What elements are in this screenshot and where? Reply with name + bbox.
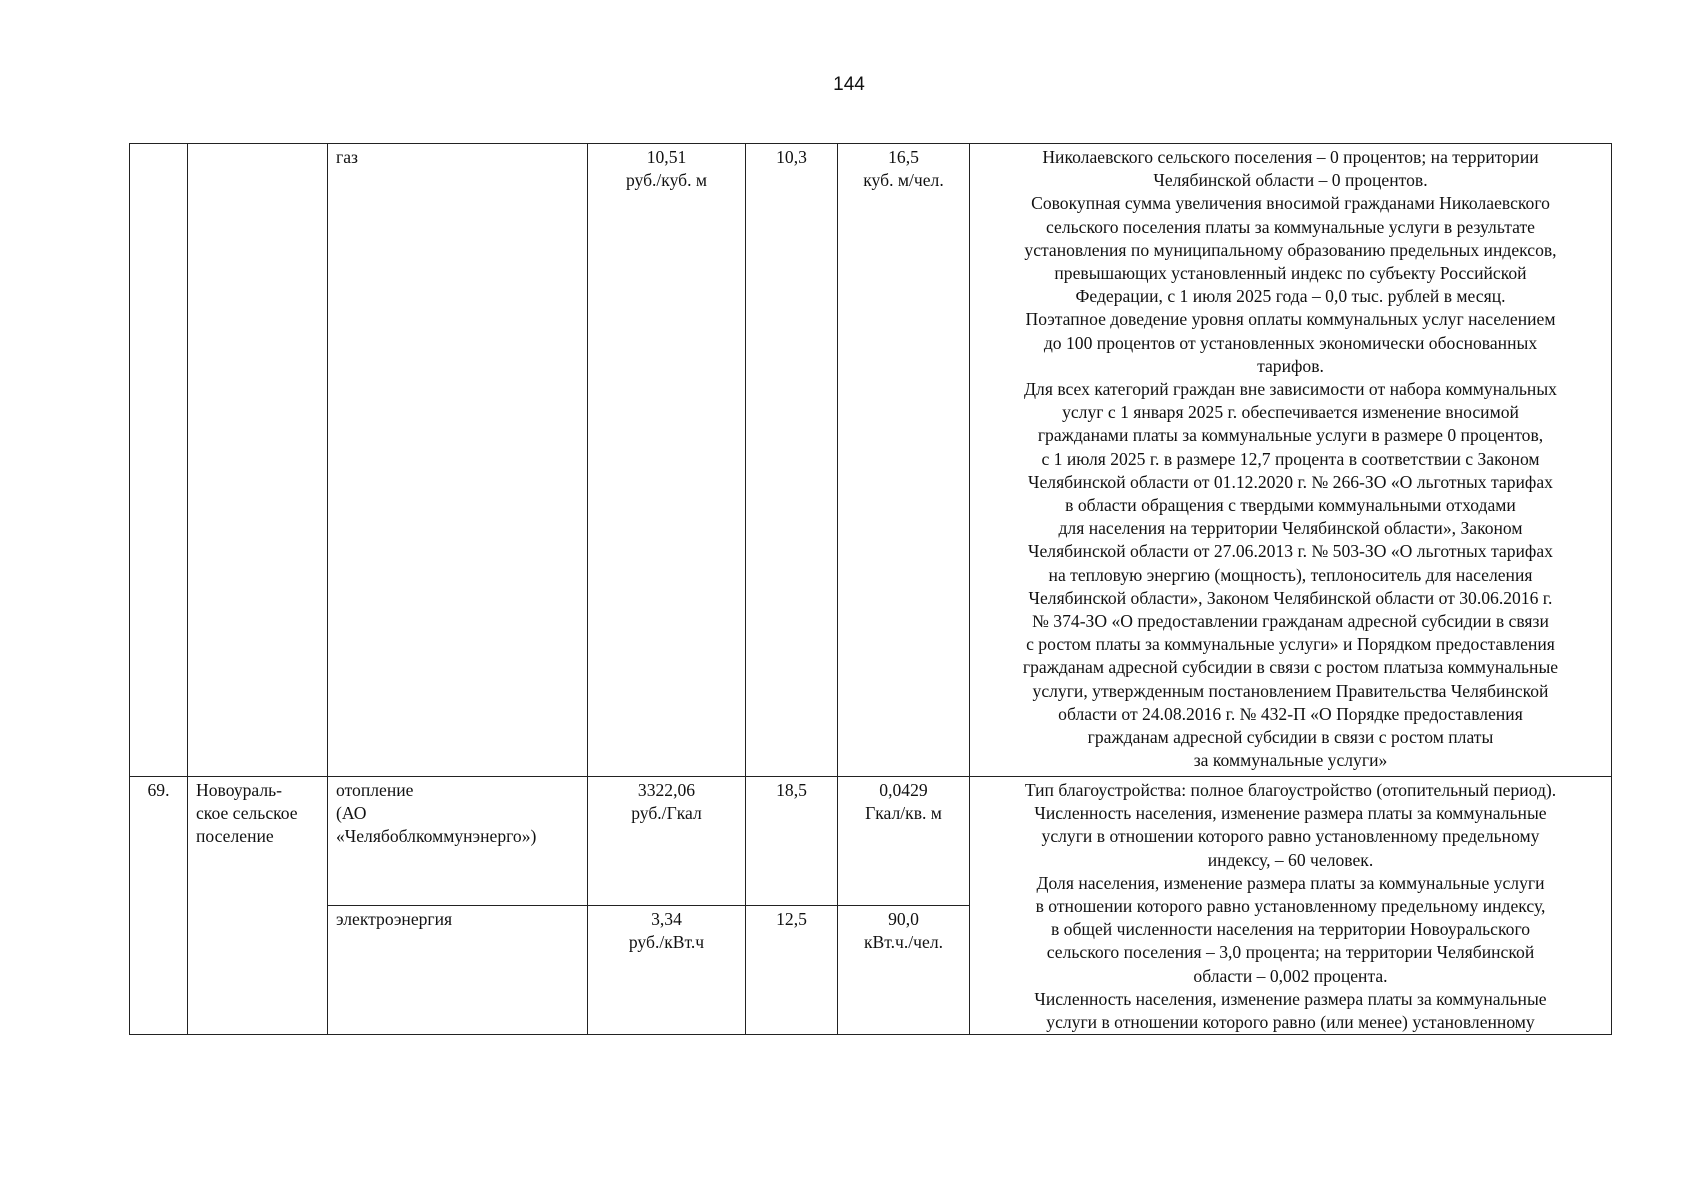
note-line: сельского поселения платы за коммунальные услуги в результате (1046, 216, 1535, 237)
note-line: Тип благоустройства: полное благоустройство (отопительный период). (1024, 780, 1557, 800)
note-line: превышающих установленный индекс по субъекту Российской (1054, 263, 1527, 284)
note-line: Челябинской области от 01.12.2020 г. № 266-ЗО «О льготных тарифах (1028, 471, 1553, 492)
note-cell (970, 144, 1612, 777)
note-line: Поэтапное доведение уровня оплаты коммунальных услуг населением (1025, 309, 1556, 330)
index-cell: 10,3 (746, 144, 838, 777)
service-cell: электроэнергия (328, 906, 588, 1035)
note-line: гражданам адресной субсидии в связи с ростом платыза коммунальные (1022, 657, 1559, 678)
note-line: Николаевского сельского поселения – 0 процентов; на территории (1042, 147, 1539, 167)
tariff-unit: руб./Гкал (631, 803, 702, 824)
tariff-unit: руб./куб. м (625, 170, 708, 191)
note-line: услуг с 1 января 2025 г. обеспечивается изменение вносимой (1062, 402, 1519, 423)
note-line: гражданами платы за коммунальные услуги в размере 0 процентов, (1037, 425, 1544, 446)
table-row (130, 777, 1612, 906)
norm-unit: Гкал/кв. м (865, 803, 942, 824)
note-line: для населения на территории Челябинской области», Законом (1058, 518, 1523, 539)
note-line: в отношении которого равно установленному предельному индексу, (1035, 896, 1546, 917)
note-line: до 100 процентов от установленных экономически обоснованных (1043, 332, 1538, 353)
norm-cell (838, 777, 970, 906)
municipality-line: Новоураль- (196, 780, 283, 800)
note-line: Челябинской области – 0 процентов. (1153, 170, 1428, 191)
row-number-cell: 69. (130, 777, 188, 1035)
norm-value: 0,0429 (879, 780, 928, 800)
service-line: (АО (336, 803, 367, 824)
tariff-value: 10,51 (646, 147, 687, 167)
tariff-value: 3,34 (651, 909, 682, 930)
note-line: в области обращения с твердыми коммунальными отходами (1065, 495, 1516, 516)
note-line: услуги, утвержденным постановлением Правительства Челябинской (1032, 680, 1549, 701)
tariff-cell (588, 144, 746, 777)
norm-cell (838, 906, 970, 1035)
tariff-table (129, 143, 1612, 1035)
norm-unit: куб. м/чел. (863, 170, 944, 191)
tariff-cell (588, 906, 746, 1035)
service-cell (328, 777, 588, 906)
tariff-unit: руб./кВт.ч (628, 932, 705, 953)
note-line: сельского поселения – 3,0 процента; на территории Челябинской (1046, 942, 1535, 963)
tariff-value: 3322,06 (637, 780, 696, 800)
index-cell: 12,5 (746, 906, 838, 1035)
municipality-cell (188, 777, 328, 1035)
table-row (130, 144, 1612, 777)
note-line: установления по муниципальному образованию предельных индексов, (1024, 239, 1557, 260)
note-line: Доля населения, изменение размера платы за коммунальные услуги (1036, 872, 1545, 893)
note-line: области – 0,002 процента. (1193, 965, 1388, 986)
note-line: услуги в отношении которого равно установленному предельному (1041, 826, 1540, 847)
note-line: тарифов. (1257, 355, 1324, 376)
municipality-line: поселение (196, 826, 274, 847)
service-cell: газ (328, 144, 588, 777)
note-line: с 1 июля 2025 г. в размере 12,7 процента в соответствии с Законом (1041, 448, 1540, 469)
note-line: Численность населения, изменение размера платы за коммунальные (1034, 988, 1547, 1009)
note-line: Челябинской области», Законом Челябинской области от 30.06.2016 г. (1028, 587, 1553, 608)
note-line: Челябинской области от 27.06.2013 г. № 503-ЗО «О льготных тарифах (1028, 541, 1553, 562)
note-line: области от 24.08.2016 г. № 432-П «О Порядке предоставления (1058, 703, 1523, 724)
norm-cell (838, 144, 970, 777)
note-cell (970, 777, 1612, 1035)
municipality-cell (188, 144, 328, 777)
note-line: Для всех категорий граждан вне зависимости от набора коммунальных (1024, 379, 1557, 400)
service-line: отопление (336, 780, 414, 800)
page-number: 144 (833, 74, 865, 95)
index-cell: 18,5 (746, 777, 838, 906)
row-number-cell (130, 144, 188, 777)
service-line: «Челябоблкоммунэнерго») (336, 826, 537, 847)
note-line: № 374-ЗО «О предоставлении гражданам адресной субсидии в связи (1032, 611, 1549, 632)
note-line: за коммунальные услуги» (1193, 750, 1388, 771)
norm-unit: кВт.ч./чел. (863, 932, 944, 953)
municipality-line: ское сельское (196, 803, 298, 824)
note-line: Численность населения, изменение размера платы за коммунальные (1034, 803, 1547, 824)
norm-value: 16,5 (888, 147, 919, 167)
tariff-cell (588, 777, 746, 906)
note-line: в общей численности населения на территории Новоуральского (1050, 919, 1531, 940)
note-line: с ростом платы за коммунальные услуги» и Порядком предоставления (1026, 634, 1555, 655)
note-line: услуги в отношении которого равно (или менее) установленному (1046, 1012, 1535, 1033)
note-line: гражданам адресной субсидии в связи с ростом платы (1087, 727, 1494, 748)
note-line: Федерации, с 1 июля 2025 года – 0,0 тыс. рублей в месяц. (1075, 286, 1506, 307)
note-line: индексу, – 60 человек. (1207, 849, 1374, 870)
norm-value: 90,0 (888, 909, 919, 930)
note-line: на тепловую энергию (мощность), теплоноситель для населения (1048, 564, 1533, 585)
note-line: Совокупная сумма увеличения вносимой гражданами Николаевского (1031, 193, 1550, 214)
